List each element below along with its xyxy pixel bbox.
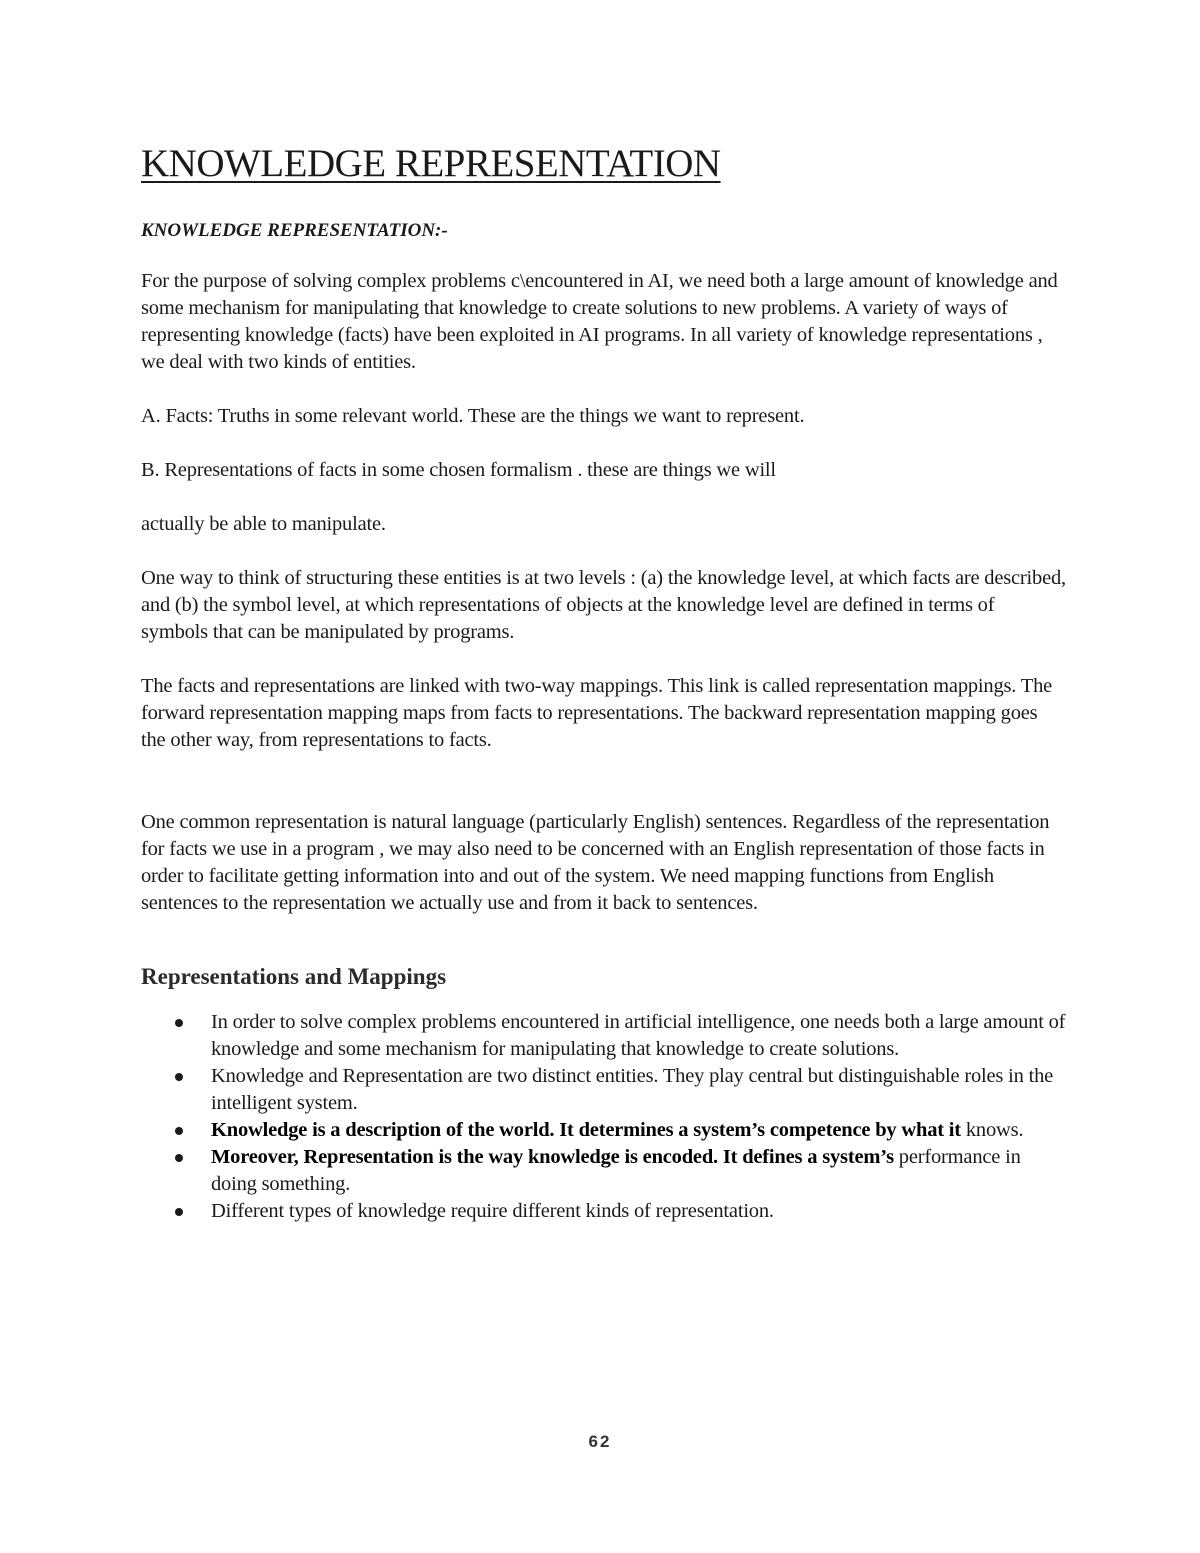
bullet-dot-icon [175,1127,183,1135]
list-item-text: Different types of knowledge require different kinds of representation. [211,1200,774,1222]
page-number: 62 [588,1432,612,1451]
list-item [141,1144,1066,1198]
bullet-dot-icon [175,1019,183,1027]
paragraph-intro: For the purpose of solving complex problems c\encountered in AI, we need both a large amount of knowledge and some mechanism for manipulating that knowledge to create solutions to new problems. A variety of ways of representing knowledge (facts) have been exploited in AI programs. In all variety of knowledge representations , we deal with two kinds of entities. [141,270,1058,373]
page-title: KNOWLEDGE REPRESENTATION [141,142,721,185]
list-item-text: knows. [960,1119,1024,1141]
paragraph-representations: B. Representations of facts in some chosen formalism . these are things we will [141,459,776,481]
bullet-list [141,1009,1066,1225]
bullet-dot-icon [175,1073,183,1081]
list-item-text: performance in doing something. [211,1146,1021,1195]
section-subtitle: KNOWLEDGE REPRESENTATION:- [141,220,448,241]
list-item-text: In order to solve complex problems encountered in artificial intelligence, one needs both a large amount of knowledge and some mechanism for manipulating that knowledge to create solutions. [211,1011,1066,1060]
paragraph-levels: One way to think of structuring these entities is at two levels : (a) the knowledge level, at which facts are described, and (b) the symbol level, at which representations of objects at the knowledge level are defined in terms of symbols that can be manipulated by programs. [141,567,1066,643]
section-heading: Representations and Mappings [141,964,447,989]
paragraph-mappings: The facts and representations are linked with two-way mappings. This link is called representation mappings. The forward representation mapping maps from facts to representations. The backward representation mapping goes the other way, from representations to facts. [141,675,1053,751]
list-item [141,1198,1066,1225]
list-item-bold-text: Knowledge is a description of the world. It determines a system’s competence by what it [211,1119,961,1141]
list-item [141,1063,1066,1117]
paragraph-facts: A. Facts: Truths in some relevant world. These are the things we want to represent. [141,405,805,427]
list-item [141,1009,1066,1063]
list-item-bold-text: Moreover, Representation is the way knowledge is encoded. It defines a system’s [211,1146,894,1168]
bullet-dot-icon [175,1154,183,1162]
list-item [141,1117,1066,1144]
bullet-dot-icon [175,1208,183,1216]
list-item-text: Knowledge and Representation are two distinct entities. They play central but distinguishable roles in the intelligent system. [211,1065,1054,1114]
paragraph-manipulate: actually be able to manipulate. [141,513,386,535]
paragraph-natural-language: One common representation is natural language (particularly English) sentences. Regardless of the representation for facts we use in a program , we may also need to be concerned with an English representation of those facts in order to facilitate getting information into and out of the system. We need mapping functions from English sentences to the representation we actually use and from it back to sentences. [141,811,1050,914]
